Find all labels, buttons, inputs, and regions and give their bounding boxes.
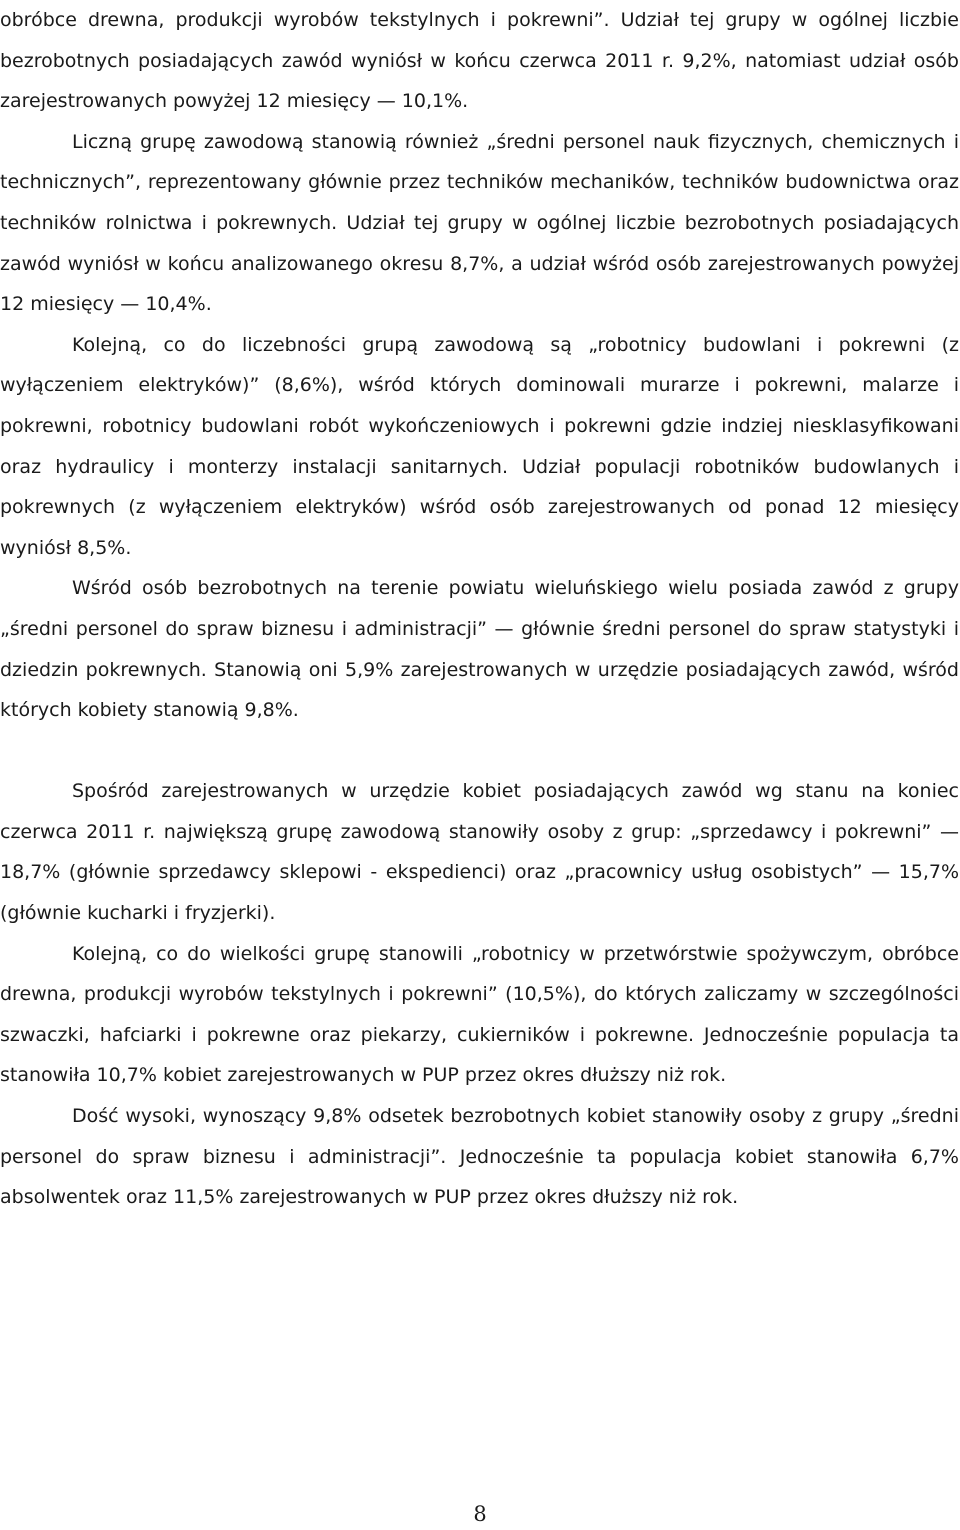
paragraph-women-food-processing: Kolejną, co do wielkości grupę stanowili „robotnicy w przetwórstwie spożywczym, obróbce drewna, produkcji wyrobów tekstylnych i pokrewni” (10,5%), do których zaliczamy w szczególności szwaczki, hafciarki i pokrewne oraz piekarzy, cukierników i pokrewne. Jednocześnie populacja ta stanowiła 10,7% kobiet zarejestrowanych w PUP przez okres dłuższy niż rok. (0, 942, 959, 1087)
paragraph-women-largest-groups: Spośród zarejestrowanych w urzędzie kobiet posiadających zawód wg stanu na koniec czerwca 2011 r. największą grupę zawodową stanowiły osoby z grup: „sprzedawcy i pokrewni” — 18,7% (głównie sprzedawcy sklepowi - ekspedienci) oraz „pracownicy usług osobistych” — 15,7% (głównie kucharki i fryzjerki). (0, 780, 959, 925)
paragraph-technical-personnel: Liczną grupę zawodową stanowią również „średni personel nauk fizycznych, chemicznych i technicznych”, reprezentowany głównie przez techników mechaników, techników budownictwa oraz techników rolnictwa i pokrewnych. Udział tej grupy w ogólnej liczbie bezrobotnych posiadających zawód wyniósł w końcu analizowanego okresu 8,7%, a udział wśród osób zarejestrowanych powyżej 12 miesięcy — 10,4%. (0, 130, 959, 316)
paragraph-gap (0, 731, 959, 772)
paragraph-construction-workers: Kolejną, co do liczebności grupą zawodową są „robotnicy budowlani i pokrewni (z wyłączeniem elektryków)” (8,6%), wśród których dominowali murarze i pokrewni, malarze i pokrewni, robotnicy budowlani robót wykończeniowych i pokrewni gdzie indziej niesklasyfikowani oraz hydraulicy i monterzy instalacji sanitarnych. Udział populacji robotników budowlanych i pokrewnych (z wyłączeniem elektryków) wśród osób zarejestrowanych od ponad 12 miesięcy wyniósł 8,5%. (0, 333, 959, 559)
page-number: 8 (473, 1502, 487, 1526)
paragraph-business-administration: Wśród osób bezrobotnych na terenie powiatu wieluńskiego wielu posiada zawód z grupy „średni personel do spraw biznesu i administracji” — głównie średni personel do spraw statystyki i dziedzin pokrewnych. Stanowią oni 5,9% zarejestrowanych w urzędzie posiadających zawód, wśród których kobiety stanowią 9,8%. (0, 577, 959, 722)
paragraph-women-business-administration: Dość wysoki, wynoszący 9,8% odsetek bezrobotnych kobiet stanowiły osoby z grupy „średni personel do spraw biznesu i administracji”. Jednocześnie ta populacja kobiet stanowiła 6,7% absolwentek oraz 11,5% zarejestrowanych w PUP przez okres dłuższy niż rok. (0, 1105, 959, 1209)
paragraph-continued: obróbce drewna, produkcji wyrobów tekstylnych i pokrewni”. Udział tej grupy w ogólnej liczbie bezrobotnych posiadających zawód wyniósł w końcu czerwca 2011 r. 9,2%, natomiast udział osób zarejestrowanych powyżej 12 miesięcy — 10,1%. (0, 9, 959, 113)
